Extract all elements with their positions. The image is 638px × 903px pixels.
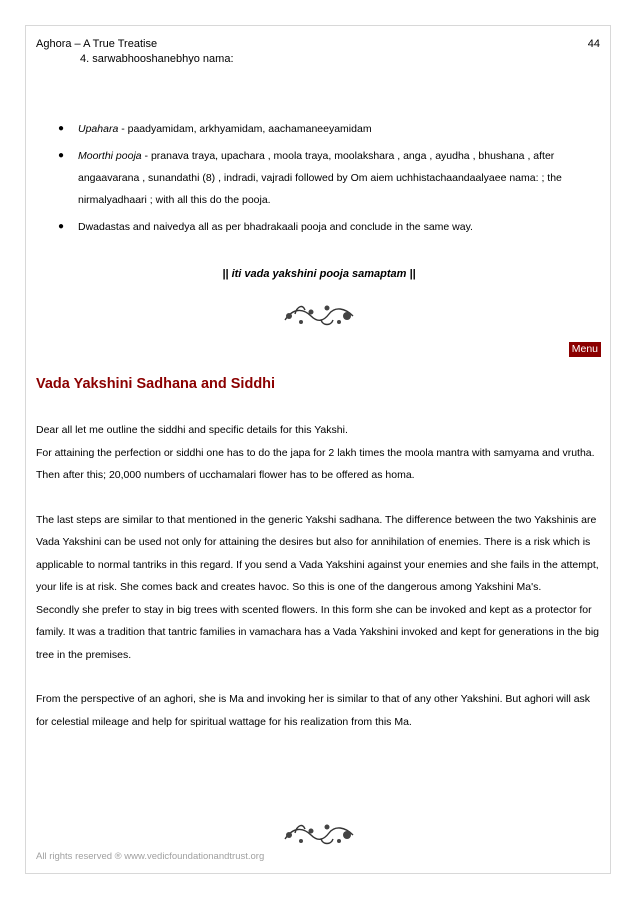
- floral-ornament-icon: [281, 302, 357, 328]
- footer-copyright: All rights reserved ® www.vedicfoundationandtrust.org: [36, 851, 265, 862]
- bullet-icon: ●: [58, 150, 65, 161]
- bullet-text: - paadyamidam, arkhyamidam, aachamaneeyamidam: [118, 123, 372, 135]
- bullet-icon: ●: [58, 221, 65, 232]
- closing-verse: || iti vada yakshini pooja samaptam ||: [222, 268, 416, 280]
- bullet-text: Dwadastas and naivedya all as per bhadrakaali pooja and conclude in the same way.: [78, 221, 473, 233]
- numbered-list-item: 4. sarwabhooshanebhyo nama:: [80, 53, 234, 65]
- paragraph: The last steps are similar to that mentioned in the generic Yakshi sadhana. The difference between the two Yakshinis are Vada Yakshini can be used not only for attaining the desires but also for annihilation of enemies. There is a risk which is applicable to normal tantriks in this regard. If you send a Vada Yakshini against your enemies and she fails in the attempt, your life is at risk. She comes back and creates havoc. So this is one of the dangerous among Yakshini Ma's.: [36, 513, 599, 593]
- paragraph: Dear all let me outline the siddhi and specific details for this Yakshi.: [36, 424, 348, 436]
- document-title: Aghora – A True Treatise: [36, 38, 158, 50]
- bullet-label: Moorthi pooja: [78, 150, 142, 162]
- section-title: Vada Yakshini Sadhana and Siddhi: [36, 376, 276, 392]
- floral-ornament-icon: [281, 821, 357, 847]
- list-item: [36, 118, 606, 140]
- menu-button[interactable]: Menu: [569, 342, 601, 357]
- paragraph: From the perspective of an aghori, she is Ma and invoking her is similar to that of any other Yakshini. But aghori will ask for celestial mileage and help for spiritual wattage for his realization from this Ma.: [36, 693, 591, 728]
- list-item: [36, 216, 606, 238]
- bullet-icon: ●: [58, 123, 65, 134]
- list-item: [36, 145, 606, 211]
- paragraph: For attaining the perfection or siddhi one has to do the japa for 2 lakh times the moola mantra with samyama and vrutha. Then after this; 20,000 numbers of ucchamalari flower has to be offered as homa.: [36, 446, 595, 481]
- paragraph: Secondly she prefer to stay in big trees with scented flowers. In this form she can be invoked and kept as a protector for family. It was a tradition that tantric families in vamachara has a Vada Yakshini invoked and kept for generations in the big tree in the premises.: [36, 603, 600, 661]
- page-number: 44: [587, 38, 600, 50]
- bullet-label: Upahara: [78, 123, 119, 135]
- body-text: [36, 419, 604, 733]
- bullet-text: - pranava traya, upachara , moola traya, moolakshara , anga , ayudha , bhushana , after angaavarana , sunandathi (8) , indradi, vajradi followed by Om aiem uchhistachaandaalyaee nama: ; the nirmalyadhaari ; with all this do the pooja.: [78, 150, 562, 206]
- bullet-list: [36, 118, 606, 243]
